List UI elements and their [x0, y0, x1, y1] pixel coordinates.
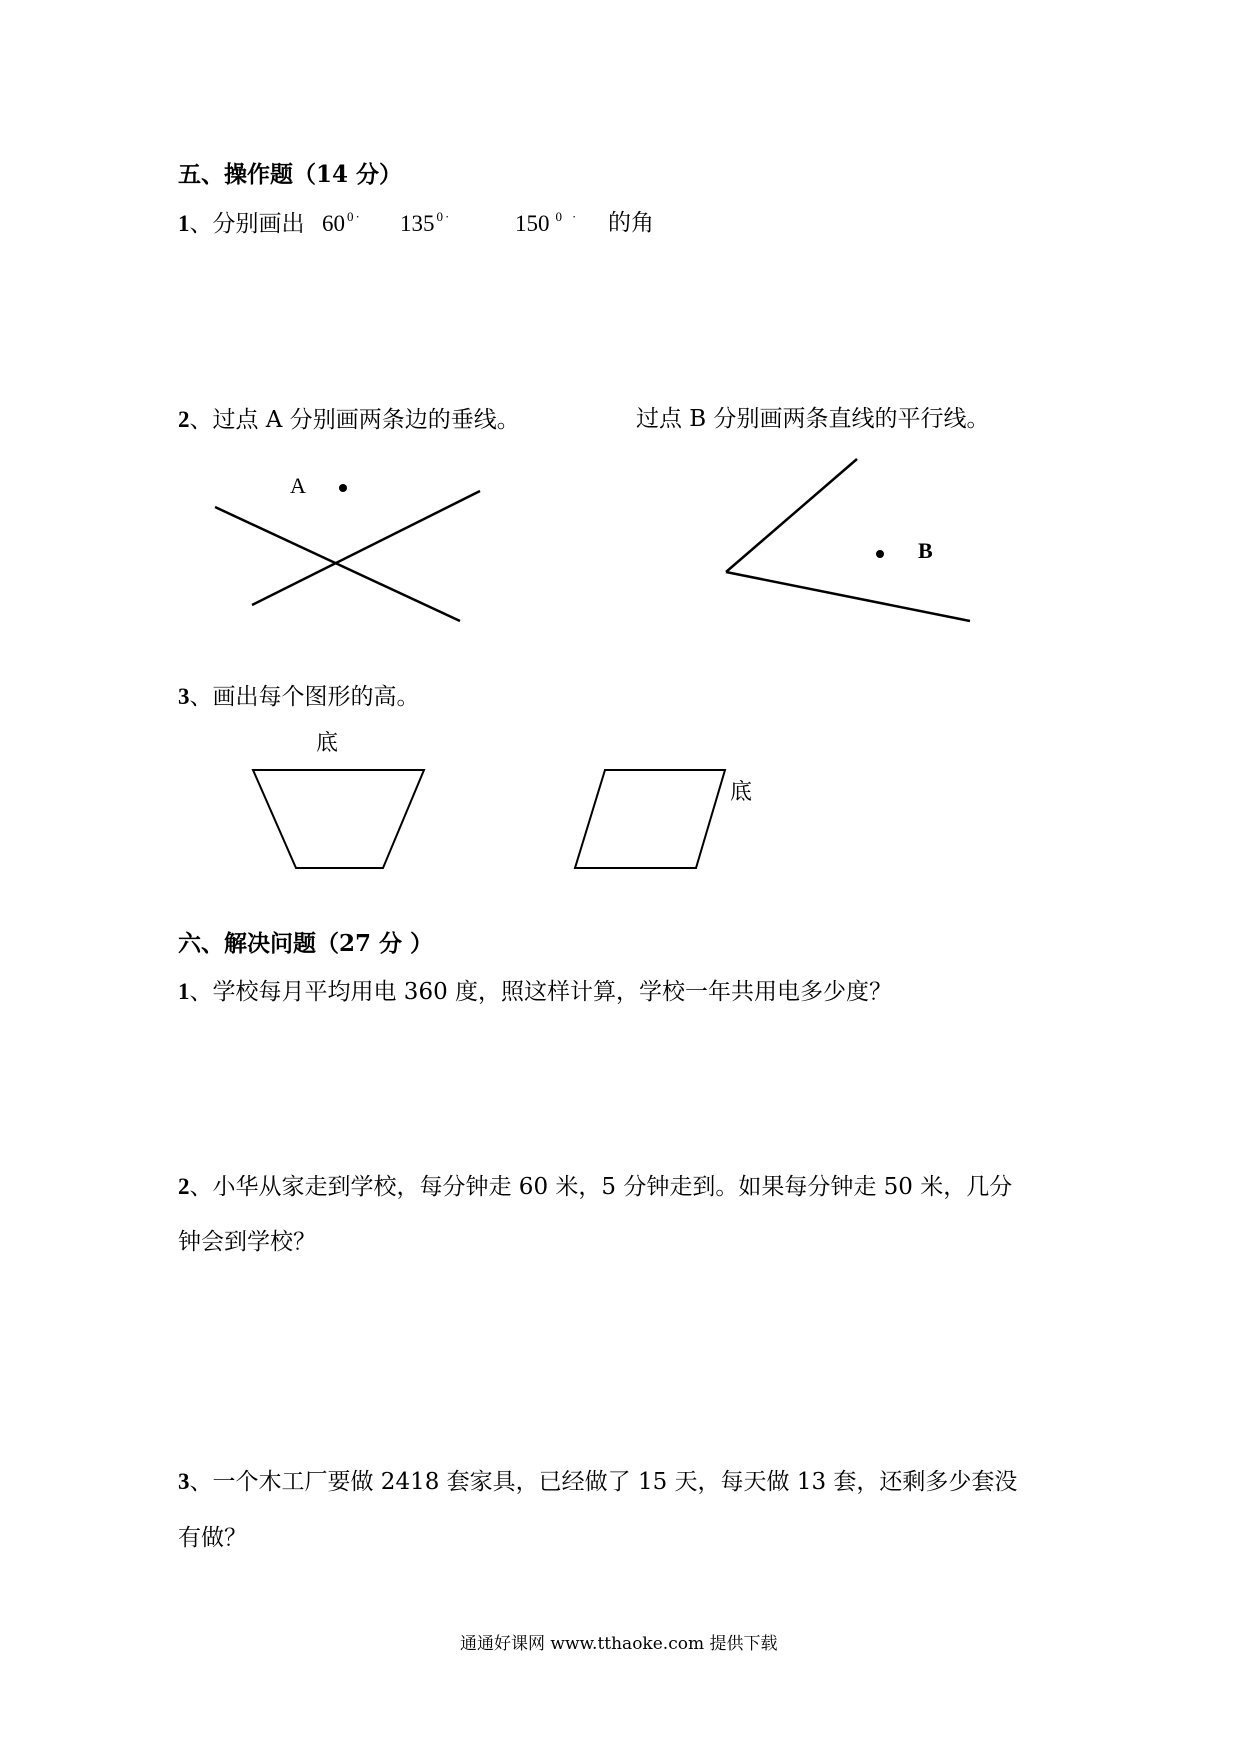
trapezoid-shape — [253, 770, 424, 868]
s6-q1-number: 1 — [178, 979, 190, 1004]
angle-135-value: 135 — [400, 211, 435, 236]
degree-mark: 0 — [555, 209, 562, 224]
s6-q3-text-line1: 、一个木工厂要做 2418 套家具，已经做了 15 天，每天做 13 套，还剩多少套没 — [189, 1469, 1018, 1495]
q3-number: 3 — [178, 684, 190, 709]
s6-q2-text-line1: 、小华从家走到学校，每分钟走 60 米，5 分钟走到。如果每分钟走 50 米，几分 — [189, 1174, 1013, 1200]
point-a-label: A — [290, 473, 306, 498]
parallelogram-shape — [575, 770, 725, 868]
q1-text: 、分别画出 — [189, 211, 305, 237]
angle-arm-lower — [726, 572, 970, 621]
degree-mark: 0 — [436, 209, 443, 224]
s6-q2-number: 2 — [178, 1174, 190, 1199]
angle-60-value: 60 — [322, 211, 345, 236]
crossing-line-2 — [252, 491, 480, 605]
s6-q2-line2: 钟会到学校？ — [178, 1229, 316, 1255]
point-b-label: B — [918, 538, 933, 563]
q2-text-left: 、过点 A 分别画两条边的垂线。 — [189, 407, 520, 433]
s6-q1-text: 、学校每月平均用电 360 度，照这样计算，学校一年共用电多少度？ — [189, 979, 893, 1005]
section6-title: 六、解决问题（27 分 ） — [178, 930, 434, 957]
s6-q1 — [178, 980, 892, 1004]
q1-suffix: 的角 — [608, 210, 654, 236]
separator-dot: · — [445, 209, 450, 224]
separator-dot: · — [572, 209, 577, 224]
s6-q3-line2: 有做？ — [178, 1525, 247, 1551]
s6-q2-line1 — [178, 1175, 1012, 1199]
trapezoid-base-label: 底 — [316, 731, 339, 756]
parallelogram-base-label: 底 — [730, 780, 753, 805]
point-a — [339, 484, 347, 492]
angle-150-value: 150 — [515, 211, 550, 236]
q3-text: 、画出每个图形的高。 — [189, 684, 420, 710]
section5-title: 五、操作题（14 分） — [178, 161, 403, 188]
s6-q3-number: 3 — [178, 1469, 190, 1494]
degree-mark: 0 — [347, 209, 354, 224]
q1-number: 1 — [178, 211, 190, 236]
separator-dot: · — [355, 209, 360, 224]
point-b — [876, 550, 884, 558]
footer-text: 通通好课网 www.tthaoke.com 提供下载 — [460, 1634, 778, 1654]
q2-text-right: 过点 B 分别画两条直线的平行线。 — [636, 406, 990, 432]
q2-number: 2 — [178, 407, 190, 432]
angle-arm-upper — [726, 459, 857, 572]
s6-q3-line1 — [178, 1470, 1017, 1494]
